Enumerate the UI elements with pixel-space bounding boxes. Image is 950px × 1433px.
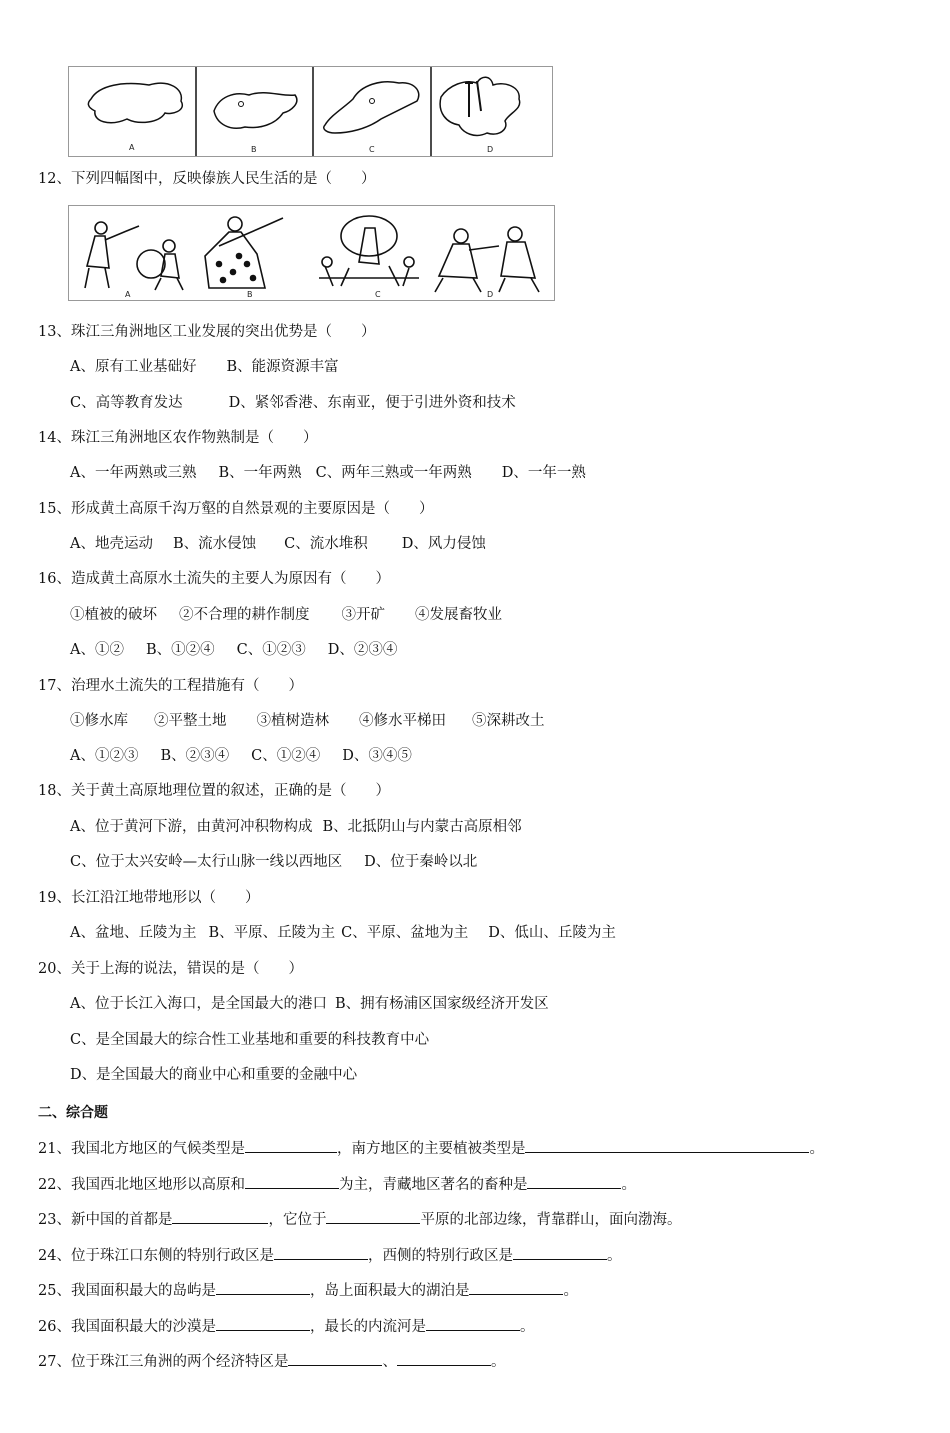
question-19-options — [70, 924, 616, 942]
option[interactable]: A、地壳运动 — [70, 536, 153, 552]
question-23: 23、新中国的首都是 ，它位于 平原的北部边缘，背靠群山，面向渤海。 — [38, 1208, 681, 1229]
section-title-comprehensive: 二、综合题 — [38, 1105, 108, 1121]
question-18: 18、关于黄土高原地理位置的叙述，正确的是（ ） — [38, 783, 390, 799]
question-21: 21、我国北方地区的气候类型是 ，南方地区的主要植被类型是 。 — [38, 1137, 824, 1158]
option[interactable]: B、一年两熟 — [218, 465, 302, 481]
option[interactable]: B、②③④ — [160, 748, 230, 764]
question-14-options — [70, 464, 586, 482]
question-19: 19、长江沿江地带地形以（ ） — [38, 890, 260, 906]
province-outline-b — [214, 93, 297, 128]
option[interactable]: C、流水堆积 — [284, 536, 368, 552]
answer-blank[interactable] — [288, 1350, 382, 1366]
question-17: 17、治理水土流失的工程措施有（ ） — [38, 678, 303, 694]
question-25: 25、我国面积最大的岛屿是 ，岛上面积最大的湖泊是 。 — [38, 1279, 578, 1300]
option[interactable]: C、两年三熟或一年两熟 — [315, 465, 472, 481]
answer-blank[interactable] — [245, 1137, 337, 1153]
option[interactable]: B、①②④ — [145, 642, 215, 658]
question-20-options-row-2 — [70, 1031, 429, 1049]
question-13-options-row-2 — [70, 394, 516, 412]
option[interactable]: B、拥有杨浦区国家级经济开发区 — [334, 996, 549, 1012]
option[interactable]: A、原有工业基础好 — [70, 359, 197, 375]
answer-blank[interactable] — [216, 1279, 310, 1295]
question-16: 16、造成黄土高原水土流失的主要人为原因有（ ） — [38, 571, 390, 587]
question-13-options-row-1 — [70, 358, 339, 376]
item: ③开矿 — [341, 607, 385, 623]
answer-blank[interactable] — [216, 1315, 310, 1331]
option[interactable]: C、平原、盆地为主 — [341, 925, 469, 941]
scene-label-b: B — [247, 290, 253, 299]
item: ①植被的破坏 — [70, 607, 157, 623]
question-20-options-row-3 — [70, 1066, 357, 1084]
option[interactable]: B、北抵阴山与内蒙古高原相邻 — [322, 819, 522, 835]
question-27: 27、位于珠江三角洲的两个经济特区是 、 。 — [38, 1350, 505, 1371]
province-outline-a — [88, 83, 182, 123]
question-13: 13、珠江三角洲地区工业发展的突出优势是（ ） — [38, 324, 376, 340]
item: ⑤深耕改土 — [472, 713, 545, 729]
question-15: 15、形成黄土高原千沟万壑的自然景观的主要原因是（ ） — [38, 501, 434, 517]
scene-label-d: D — [487, 290, 494, 299]
map-label-b: B — [251, 145, 257, 154]
option[interactable]: A、盆地、丘陵为主 — [70, 925, 197, 941]
option[interactable]: C、高等教育发达 — [70, 395, 183, 411]
answer-blank[interactable] — [172, 1208, 268, 1224]
option[interactable]: C、位于太兴安岭—太行山脉一线以西地区 — [70, 854, 343, 870]
option[interactable]: D、一年一熟 — [501, 465, 586, 481]
scene-label-c: C — [375, 290, 381, 299]
answer-blank[interactable] — [469, 1279, 563, 1295]
question-14: 14、珠江三角洲地区农作物熟制是（ ） — [38, 430, 318, 446]
scene-c — [319, 216, 419, 286]
answer-blank[interactable] — [245, 1173, 339, 1189]
option[interactable]: C、是全国最大的综合性工业基地和重要的科技教育中心 — [70, 1032, 430, 1048]
item: ②平整土地 — [154, 713, 227, 729]
option[interactable]: B、能源资源丰富 — [226, 359, 339, 375]
province-maps-drawing — [69, 67, 552, 156]
map-label-d: D — [487, 145, 494, 154]
option[interactable]: B、流水侵蚀 — [172, 536, 257, 552]
option[interactable]: D、紧邻香港、东南亚，便于引进外资和技术 — [228, 395, 516, 411]
option[interactable]: A、一年两熟或三熟 — [70, 465, 197, 481]
map-label-a: A — [129, 143, 135, 152]
option[interactable]: A、①② — [70, 642, 124, 658]
answer-blank[interactable] — [525, 1137, 809, 1153]
province-outline-c — [324, 82, 419, 133]
item: ②不合理的耕作制度 — [179, 607, 310, 623]
scene-a — [85, 222, 183, 290]
question-20-options-row-1 — [70, 995, 549, 1013]
option[interactable]: A、①②③ — [70, 748, 139, 764]
answer-blank[interactable] — [513, 1244, 607, 1260]
province-maps-figure — [68, 66, 553, 157]
item: ①修水库 — [70, 713, 128, 729]
item: ④修水平梯田 — [359, 713, 446, 729]
question-24: 24、位于珠江口东侧的特别行政区是 ，西侧的特别行政区是 。 — [38, 1244, 621, 1265]
question-22: 22、我国西北地区地形以高原和 为主，青藏地区著名的畜种是 。 — [38, 1173, 636, 1194]
ethnic-life-drawing — [69, 206, 554, 300]
scene-d — [435, 227, 539, 292]
question-16-items — [70, 606, 502, 624]
answer-blank[interactable] — [397, 1350, 491, 1366]
map-label-c: C — [369, 145, 375, 154]
option[interactable]: D、风力侵蚀 — [401, 536, 486, 552]
scene-label-a: A — [125, 290, 131, 299]
answer-blank[interactable] — [527, 1173, 621, 1189]
option[interactable]: C、①②④ — [251, 748, 321, 764]
question-16-options — [70, 641, 397, 659]
answer-blank[interactable] — [426, 1315, 520, 1331]
question-18-options-row-2 — [70, 853, 477, 871]
option[interactable]: D、③④⑤ — [342, 748, 412, 764]
ethnic-life-figure — [68, 205, 555, 301]
answer-blank[interactable] — [274, 1244, 368, 1260]
question-18-options-row-1 — [70, 818, 522, 836]
question-12: 12、下列四幅图中，反映傣族人民生活的是（ ） — [38, 171, 376, 187]
option[interactable]: D、②③④ — [327, 642, 398, 658]
question-20: 20、关于上海的说法，错误的是（ ） — [38, 961, 303, 977]
option[interactable]: C、①②③ — [236, 642, 306, 658]
answer-blank[interactable] — [326, 1208, 420, 1224]
question-17-options — [70, 747, 412, 765]
scene-b — [205, 217, 283, 288]
option[interactable]: A、位于长江入海口，是全国最大的港口 — [70, 996, 327, 1012]
question-26: 26、我国面积最大的沙漠是 ，最长的内流河是 。 — [38, 1315, 534, 1336]
option[interactable]: D、是全国最大的商业中心和重要的金融中心 — [70, 1067, 358, 1083]
option[interactable]: B、平原、丘陵为主 — [208, 925, 336, 941]
option[interactable]: D、低山、丘陵为主 — [488, 925, 616, 941]
question-17-items — [70, 712, 545, 730]
option[interactable]: D、位于秦岭以北 — [364, 854, 478, 870]
question-15-options — [70, 535, 486, 553]
item: ④发展畜牧业 — [415, 607, 502, 623]
item: ③植树造林 — [256, 713, 329, 729]
option[interactable]: A、位于黄河下游，由黄河冲积物构成 — [70, 819, 313, 835]
